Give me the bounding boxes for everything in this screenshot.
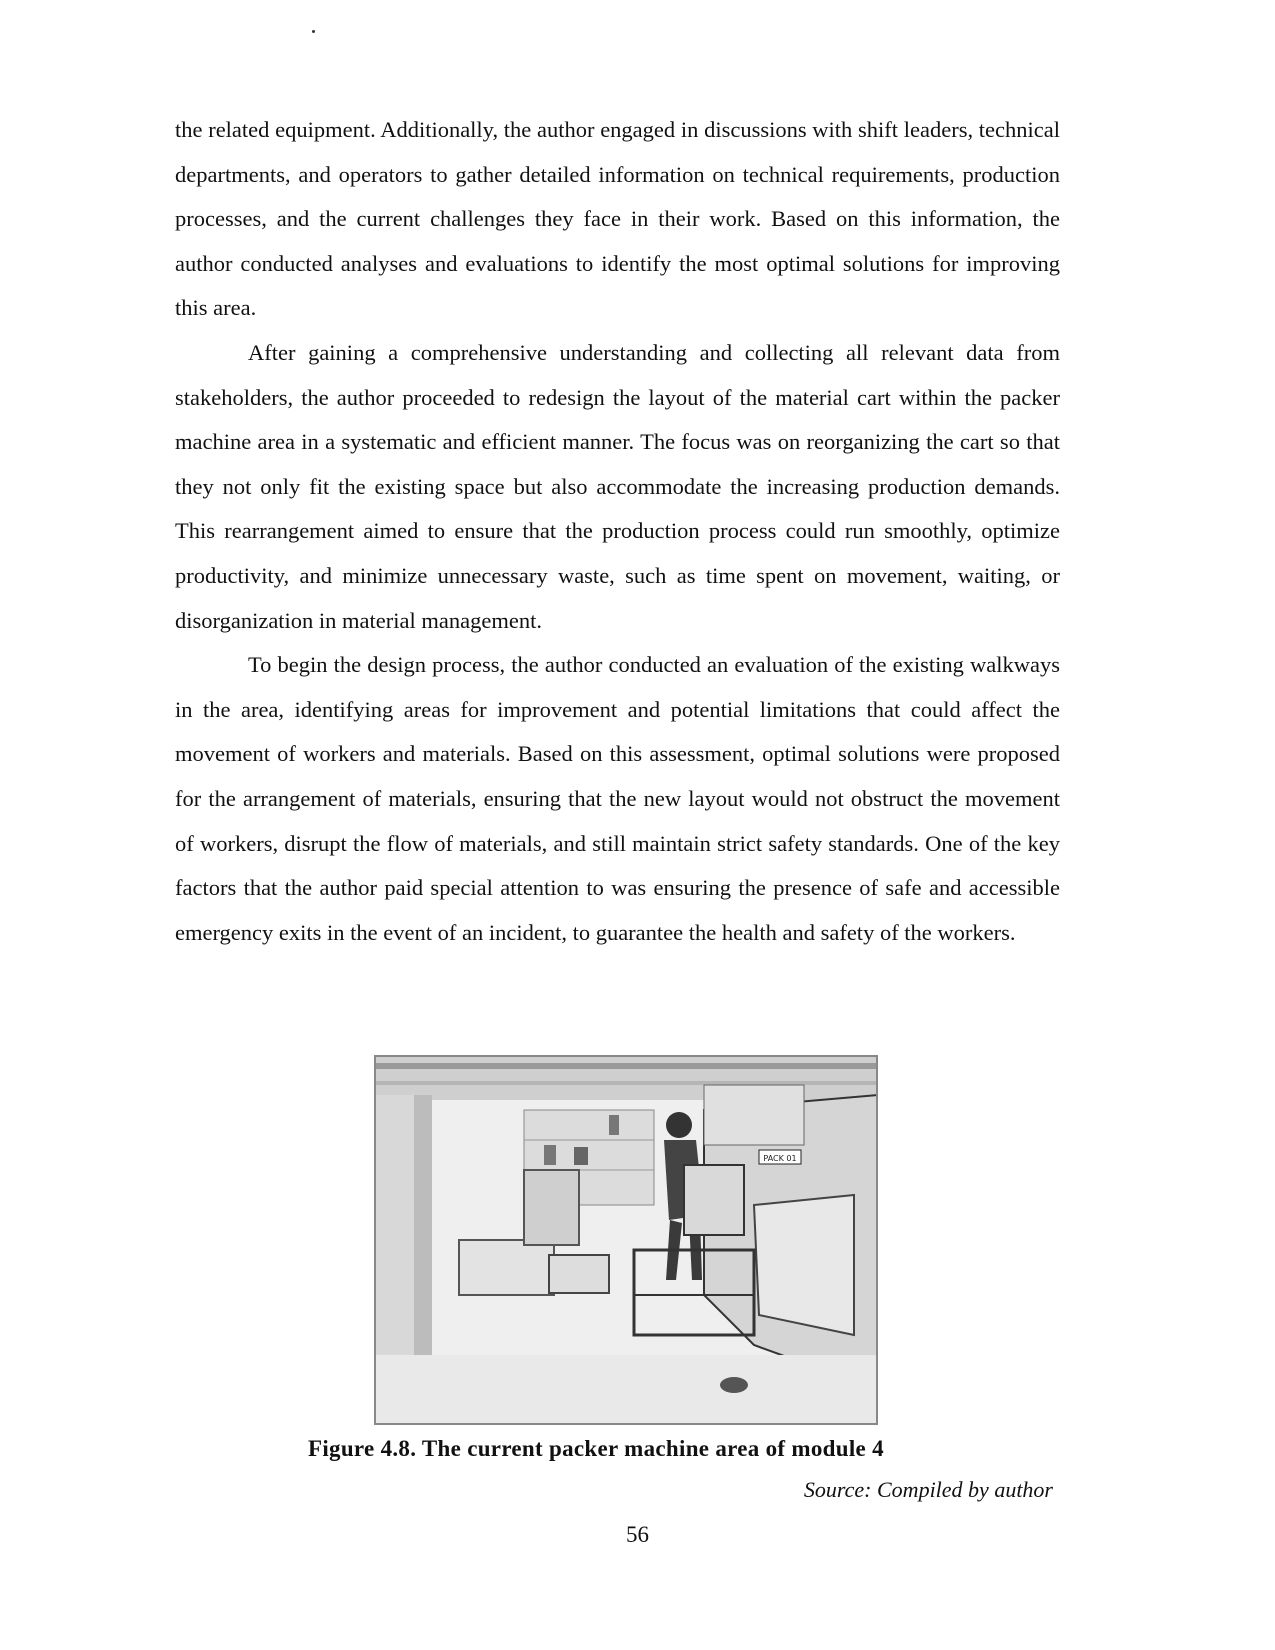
paragraph-2: After gaining a comprehensive understanding and collecting all relevant data from stakeholders, the author proceeded to redesign the layout of the material cart within the packer machine area in a systematic and efficient manner. The focus was on reorganizing the cart so that they not only fit the existing space but also accommodate the increasing production demands. This rearrangement aimed to ensure that the production process could run smoothly, optimize productivity, and minimize unnecessary waste, such as time spent on movement, waiting, or disorganization in material management.: [175, 339, 1060, 633]
packer-area-photo: [374, 1055, 878, 1425]
figure-photo: [374, 1055, 878, 1425]
scan-speck: [312, 30, 315, 33]
page-number: 56: [626, 1522, 649, 1547]
paragraph-1: the related equipment. Additionally, the author engaged in discussions with shift leaders, technical departments, and operators to gather detailed information on technical requirements, production processes, and the current challenges they face in their work. Based on this information, the author conducted analyses and evaluations to identify the most optimal solutions for improving this area.: [175, 117, 1060, 321]
figure-caption: Figure 4.8. The current packer machine area of module 4: [308, 1436, 884, 1461]
body-text: [175, 108, 1060, 955]
paragraph-3: To begin the design process, the author conducted an evaluation of the existing walkways in the area, identifying areas for improvement and potential limitations that could affect the movement of workers and materials. Based on this assessment, optimal solutions were proposed for the arrangement of materials, ensuring that the new layout would not obstruct the movement of workers, disrupt the flow of materials, and still maintain strict safety standards. One of the key factors that the author paid special attention to was ensuring the presence of safe and accessible emergency exits in the event of an incident, to guarantee the health and safety of the workers.: [175, 652, 1060, 945]
figure-source: Source: Compiled by author: [803, 1477, 1053, 1502]
machine-label: PACK 01: [763, 1154, 797, 1163]
